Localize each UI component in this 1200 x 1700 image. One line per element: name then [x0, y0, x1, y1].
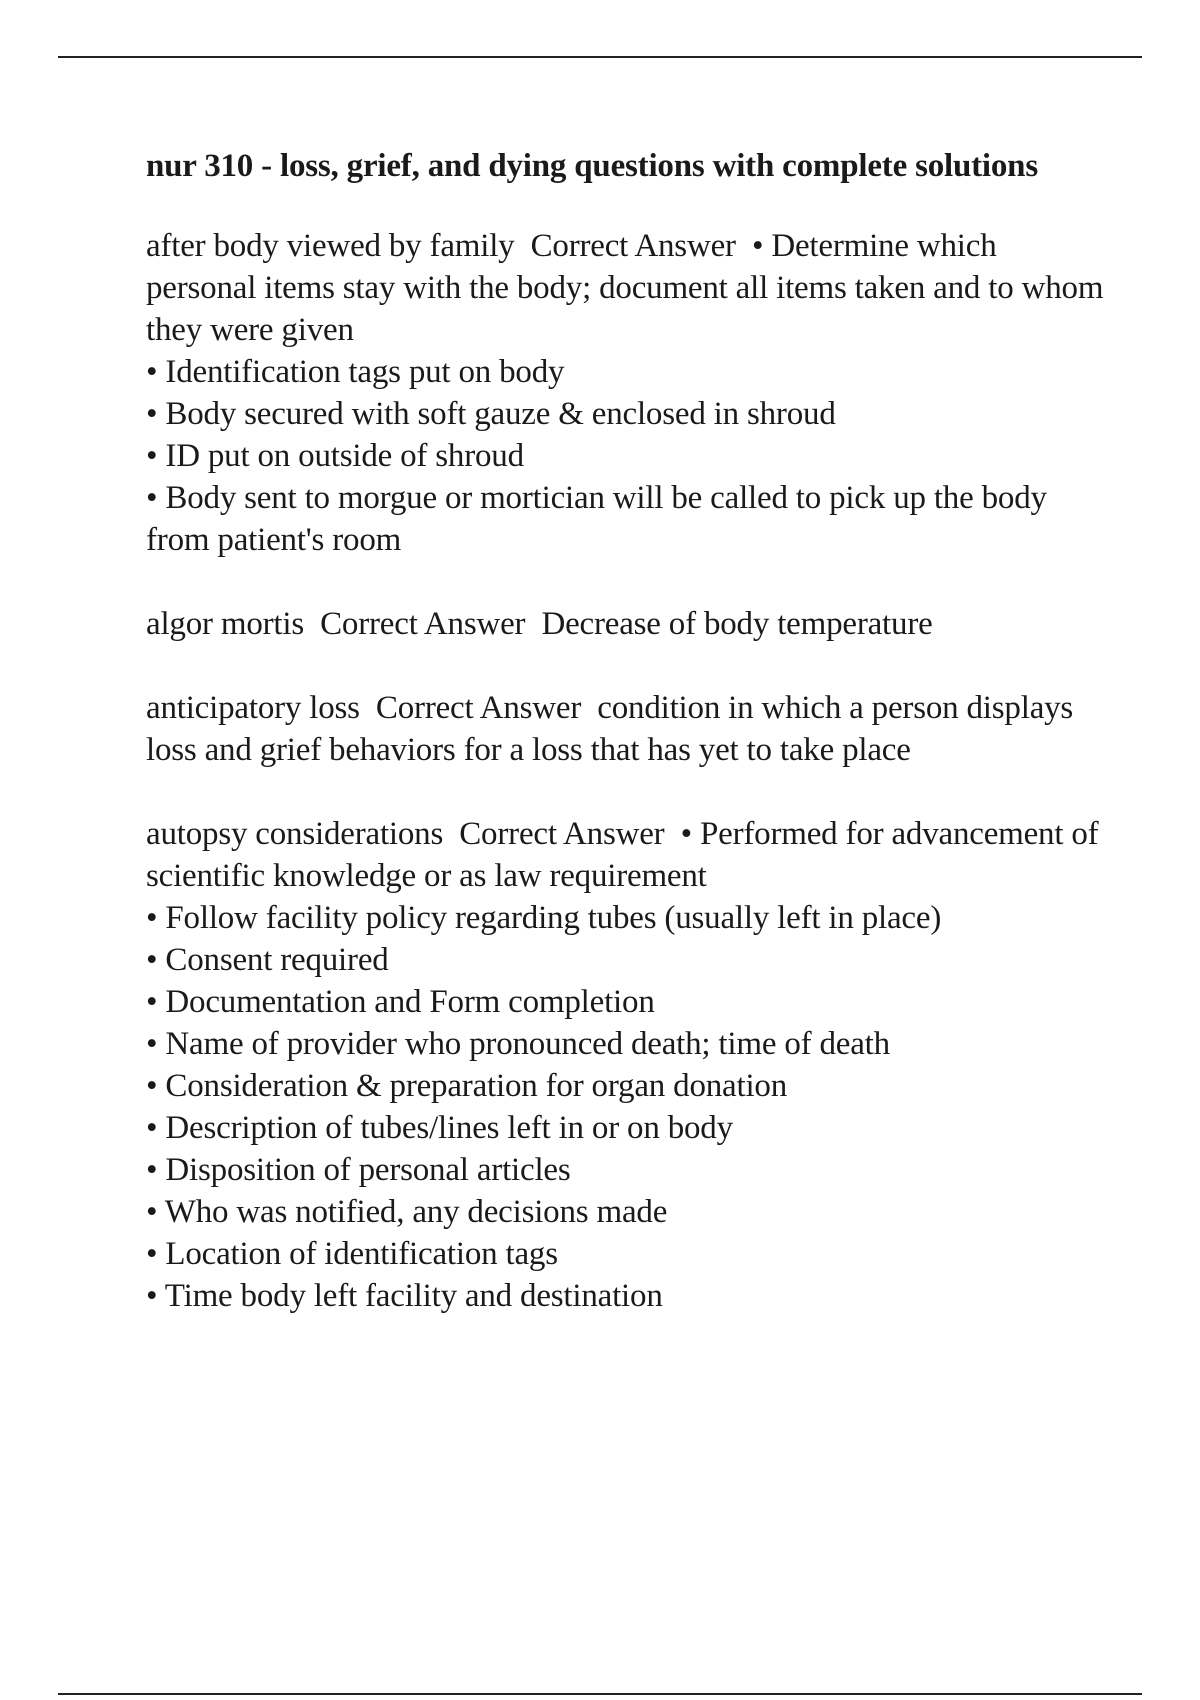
entry-term: algor mortis: [146, 606, 304, 642]
entry-label: Correct Answer: [459, 816, 665, 852]
entry-answer: • Determine which personal items stay with the body; document all items taken and to whom they were given: [146, 228, 1104, 348]
entry-bullet: • Consent required: [146, 942, 389, 978]
entry-label: Correct Answer: [375, 690, 582, 726]
entry-bullet: • Documentation and Form completion: [146, 984, 655, 1020]
entry-term: autopsy considerations: [146, 816, 444, 852]
qa-entry: [146, 225, 1106, 561]
entry-bullet: • Follow facility policy regarding tubes (usually left in place): [146, 900, 942, 936]
entry-bullet: • Body sent to morgue or mortician will be called to pick up the body from patient's room: [146, 480, 1047, 558]
qa-entry: [146, 813, 1106, 1317]
entry-bullet: • Consideration & preparation for organ donation: [146, 1068, 788, 1104]
document-body: [146, 145, 1106, 1359]
entry-bullet: • ID put on outside of shroud: [146, 438, 524, 474]
entry-answer: • Performed for advancement of scientific knowledge or as law requirement: [146, 816, 1099, 894]
entry-bullet: • Who was notified, any decisions made: [146, 1194, 668, 1230]
entry-label: Correct Answer: [320, 606, 526, 642]
qa-entry: [146, 687, 1106, 771]
entry-bullet: • Body secured with soft gauze & enclosed in shroud: [146, 396, 836, 432]
bottom-rule: [58, 1693, 1142, 1695]
entry-term: after body viewed by family: [146, 228, 515, 264]
document-title: nur 310 - loss, grief, and dying questions with complete solutions: [146, 148, 1038, 184]
entry-answer: condition in which a person displays loss and grief behaviors for a loss that has yet to take place: [146, 690, 1074, 768]
top-rule: [58, 56, 1142, 58]
entry-bullet: • Identification tags put on body: [146, 354, 565, 390]
entry-bullet: • Location of identification tags: [146, 1236, 558, 1272]
entry-bullet: • Time body left facility and destination: [146, 1278, 663, 1314]
entry-bullet: • Disposition of personal articles: [146, 1152, 571, 1188]
entry-answer: Decrease of body temperature: [541, 606, 933, 642]
entry-label: Correct Answer: [530, 228, 736, 264]
entry-term: anticipatory loss: [146, 690, 360, 726]
entry-bullet: • Description of tubes/lines left in or on body: [146, 1110, 733, 1146]
entry-bullet: • Name of provider who pronounced death; time of death: [146, 1026, 890, 1062]
qa-entry: [146, 603, 1106, 645]
